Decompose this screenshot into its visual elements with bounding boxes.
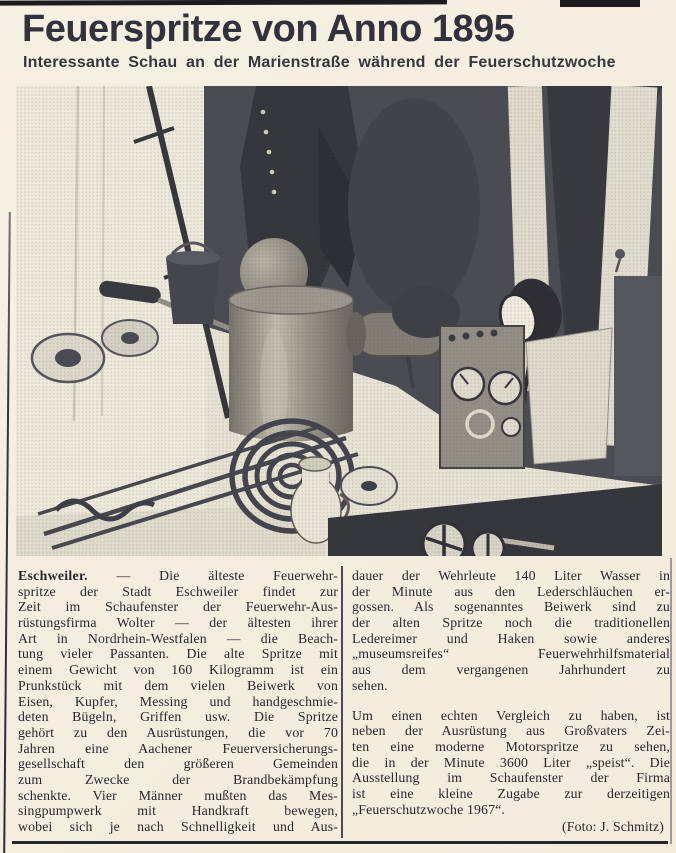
text-line: dauer der Wehrleute 140 Liter Wasser in xyxy=(352,568,670,583)
text-line: Ledereimer und Haken sowie anderes xyxy=(352,630,670,646)
photo-credit: (Foto: J. Schmitz) xyxy=(562,819,664,835)
text-line: neben der Ausrüstung aus Großvaters Zei- xyxy=(352,723,670,739)
text-line: Art in Nordrhein-Westfalen — die Beach- xyxy=(18,630,338,646)
text-line: Prunkstück mit dem vielen Beiwerk von xyxy=(18,677,338,693)
sepia-wash xyxy=(16,86,662,556)
text-line: singpumpwerk mit Handkraft bewegen, xyxy=(18,803,338,819)
left-column-lines xyxy=(18,584,338,835)
text-line: deten Bügeln, Griffen usw. Die Spritze xyxy=(18,709,338,725)
text-line: der alten Spritze noch die traditionellen xyxy=(352,615,670,631)
text-line: einem Gewicht von 160 Kilogramm ist ein xyxy=(18,662,338,678)
text-line: Jahren eine Aachener Feuerversicherungs- xyxy=(18,740,338,756)
text-line: zum Zwecke der Brandbekämpfung xyxy=(18,771,338,787)
right-column-paragraph-2 xyxy=(352,708,670,818)
text-line: ten eine moderne Motorspritze zu sehen, xyxy=(352,738,670,754)
scan-crease-line xyxy=(3,212,11,853)
text-line: Ausstellung im Schaufenster der Firma xyxy=(352,770,670,786)
text-line: Um einen echten Vergleich zu haben, ist xyxy=(352,707,670,723)
article-column-right xyxy=(352,568,670,835)
text-line: Zeit im Schaufenster der Feuerwehr-Aus- xyxy=(18,599,338,615)
text-line: „museumsreifes“ Feuerwehrhilfsmaterial xyxy=(352,646,670,662)
text-line: gehört zu den Ausrüstungen, die vor 70 xyxy=(18,724,338,740)
text-line: rüstungsfirma Wolter — der ältesten ihrer xyxy=(18,615,338,631)
lead-in-rest: — Die älteste Feuerwehr- xyxy=(87,568,338,583)
text-line: der Minute aus den Lederschläuchen er- xyxy=(352,583,670,599)
headline: Feuerspritze von Anno 1895 xyxy=(22,8,515,50)
scan-edge-strip xyxy=(560,0,640,7)
scan-edge-line xyxy=(670,558,672,844)
right-column-paragraph-1 xyxy=(352,568,670,694)
column-divider xyxy=(341,566,343,838)
lead-in-line xyxy=(18,568,338,584)
text-line: wobei sich je nach Schnelligkeit und Aus- xyxy=(18,819,338,834)
text-line: Eisen, Kupfer, Messing und handgeschmie- xyxy=(18,693,338,709)
subheadline: Interessante Schau an der Marienstraße während der Feuerschutzwoche xyxy=(23,54,616,71)
text-line: gesellschaft den größeren Gemeinden xyxy=(18,756,338,772)
article-column-left xyxy=(18,568,338,835)
text-line: gossen. Als sogenanntes Beiwerk sind zu xyxy=(352,599,670,615)
lead-in: Eschweiler. xyxy=(18,568,88,583)
scan-edge-strip xyxy=(0,0,447,6)
bottom-rule xyxy=(12,841,668,844)
text-line: schenkte. Vier Männer mußten das Mes- xyxy=(18,787,338,803)
text-line: ist eine kleine Zugabe zur derzeitigen xyxy=(352,785,670,801)
text-line: spritze der Stadt Eschweiler findet zur xyxy=(18,583,338,599)
text-line: „Feuerschutzwoche 1967“. xyxy=(352,801,506,817)
article-photo xyxy=(16,86,662,556)
text-line: tung vieler Passanten. Die alte Spritze mit xyxy=(18,646,338,662)
text-line: sehen. xyxy=(352,677,388,693)
text-line: aus dem vergangenen Jahrhundert zu xyxy=(352,662,670,678)
text-line: die in der Minute 3600 Liter „speist“. Die xyxy=(352,754,670,770)
